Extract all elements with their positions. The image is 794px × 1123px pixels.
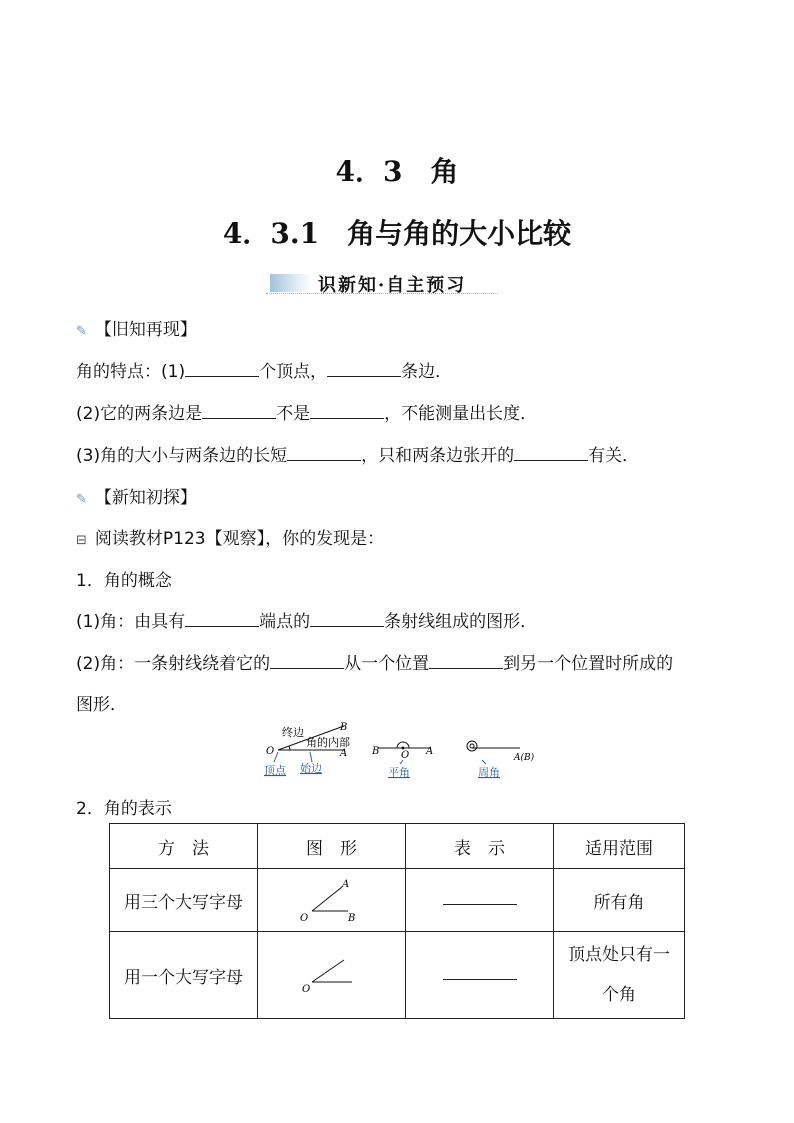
blank[interactable] bbox=[310, 404, 384, 419]
page-title: 4．3 角 bbox=[335, 155, 459, 188]
table-header-row bbox=[110, 824, 685, 869]
reading-line: ⊟ 阅读教材P123【观察】，你的发现是： bbox=[76, 529, 385, 549]
blank[interactable] bbox=[185, 362, 259, 377]
straight-angle-figure bbox=[371, 742, 433, 779]
book-icon: ⊟ bbox=[76, 533, 87, 548]
representation-table bbox=[109, 823, 685, 1019]
point-b-label: B bbox=[347, 912, 355, 923]
review-line-1: 角的特点：(1) 个顶点， 条边． bbox=[76, 362, 453, 382]
figure-cell bbox=[258, 869, 406, 932]
point-a-label: A bbox=[426, 746, 434, 757]
table-header: 表 示 bbox=[406, 824, 554, 869]
blank[interactable] bbox=[443, 969, 517, 980]
section-banner bbox=[266, 270, 498, 296]
scope-cell bbox=[554, 932, 685, 1019]
concept-line-1: (1)角：由具有 端点的 条射线组成的图形． bbox=[76, 612, 538, 632]
banner-gradient bbox=[270, 274, 312, 292]
method-cell: 用三个大写字母 bbox=[110, 869, 258, 932]
method-cell: 用一个大写字母 bbox=[110, 932, 258, 1019]
notation-cell bbox=[406, 869, 554, 932]
figure-cell bbox=[258, 932, 406, 1019]
table-row bbox=[110, 869, 685, 932]
point-ab-label: A(B) bbox=[514, 753, 535, 763]
angle-figures bbox=[258, 718, 548, 780]
initial-side-label: 始边 bbox=[300, 762, 322, 775]
three-letter-angle-figure bbox=[292, 873, 372, 923]
section1-heading: 1．角的概念 bbox=[76, 571, 172, 591]
concept-line-3: 图形． bbox=[76, 695, 127, 715]
blank[interactable] bbox=[310, 612, 384, 627]
pencil-icon: ✎ bbox=[76, 324, 87, 339]
new-heading: ✎ 【新知初探】 bbox=[76, 488, 197, 508]
section-title: 4．3.1 角与角的大小比较 bbox=[222, 217, 572, 250]
blank[interactable] bbox=[429, 654, 503, 669]
banner-text: 识新知·自主预习 bbox=[318, 275, 467, 296]
scope-cell: 所有角 bbox=[554, 869, 685, 932]
point-o-label: O bbox=[299, 912, 308, 923]
section2-heading: 2．角的表示 bbox=[76, 799, 172, 819]
pencil-icon: ✎ bbox=[76, 492, 87, 507]
vertex-o-label: O bbox=[266, 746, 275, 757]
review-line-2: (2)它的两条边是 不是 ，不能测量出长度． bbox=[76, 404, 538, 424]
full-angle-label: 周角 bbox=[478, 766, 500, 779]
point-a-label: A bbox=[340, 748, 348, 759]
one-letter-angle-figure bbox=[292, 948, 372, 998]
point-a-label: A bbox=[341, 878, 349, 890]
full-angle-figure bbox=[467, 741, 535, 779]
blank[interactable] bbox=[202, 404, 276, 419]
blank[interactable] bbox=[287, 446, 361, 461]
table-row bbox=[110, 932, 685, 1019]
notation-cell bbox=[406, 932, 554, 1019]
blank[interactable] bbox=[514, 446, 588, 461]
blank[interactable] bbox=[270, 654, 344, 669]
vertex-label: 顶点 bbox=[264, 764, 286, 777]
review-line-3: (3)角的大小与两条边的长短 ，只和两条边张开的 有关． bbox=[76, 446, 640, 466]
blank[interactable] bbox=[327, 362, 401, 377]
scope-text-1: 顶点处只有一 bbox=[568, 945, 670, 965]
interior-label: 角的内部 bbox=[306, 736, 350, 749]
table-header: 适用范围 bbox=[554, 824, 685, 869]
straight-angle-label: 平角 bbox=[388, 766, 410, 779]
concept-line-2: (2)角：一条射线绕着它的 从一个位置 到另一个位置时所成的 bbox=[76, 654, 674, 674]
point-b-label: B bbox=[340, 722, 348, 733]
review-heading: ✎ 【旧知再现】 bbox=[76, 320, 197, 340]
point-o-label: O bbox=[401, 750, 410, 761]
terminal-side-label: 终边 bbox=[282, 726, 304, 739]
blank[interactable] bbox=[443, 894, 517, 905]
blank[interactable] bbox=[185, 612, 259, 627]
scope-text-2: 个角 bbox=[602, 985, 636, 1005]
banner-underline bbox=[266, 293, 498, 294]
table-header: 图 形 bbox=[258, 824, 406, 869]
table-header: 方 法 bbox=[110, 824, 258, 869]
point-b-label: B bbox=[372, 746, 380, 757]
angle-figure bbox=[264, 722, 350, 777]
point-o-label: O bbox=[301, 983, 310, 995]
